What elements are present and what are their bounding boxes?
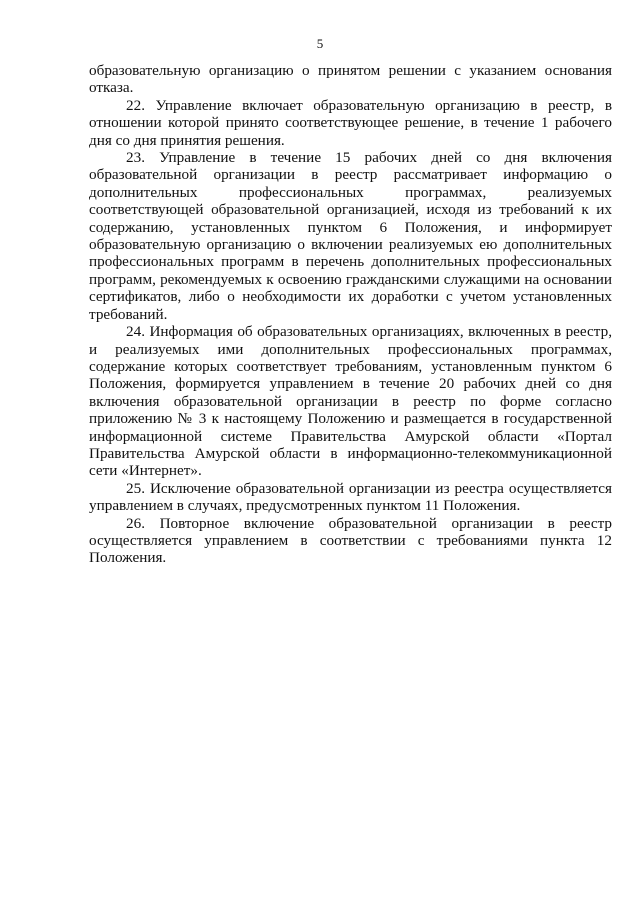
- paragraph-24: 24. Информация об образовательных организациях, включенных в реестр, и реализуемых ими дополнительных профессиональных программах, содержание которых соответствует требованиям, установленным пунктом 6 Положения, формируется управлением в течение 20 рабочих дней со дня включения образовательной организации в реестр по форме согласно приложению № 3 к настоящему Положению и размещается в государственной информационной системе Правительства Амурской области «Портал Правительства Амурской области в информационно-телекоммуникационной сети «Интернет».: [89, 323, 612, 480]
- paragraph-continuation: образовательную организацию о принятом решении с указанием основания отказа.: [89, 62, 612, 97]
- document-body: [89, 62, 612, 567]
- paragraph-26: 26. Повторное включение образовательной организации в реестр осуществляется управлением в соответствии с требованиями пункта 12 Положения.: [89, 514, 612, 567]
- paragraph-23: 23. Управление в течение 15 рабочих дней со дня включения образовательной организации в реестр рассматривает информацию о дополнительных профессиональных программах, реализуемых соответствующей образовательной организацией, исходя из требований к их содержанию, установленных пунктом 6 Положения, и информирует образовательную организацию о включении реализуемых ею дополнительных профессиональных программ в перечень дополнительных профессиональных программ, рекомендуемых к освоению гражданскими служащими на основании сертификатов, либо о необходимости их доработки с учетом установленных требований.: [89, 149, 612, 323]
- page-number: 5: [316, 36, 324, 51]
- paragraph-22: 22. Управление включает образовательную организацию в реестр, в отношении которой принято соответствующее решение, в течение 1 рабочего дня со дня принятия решения.: [89, 96, 612, 149]
- paragraph-25: 25. Исключение образовательной организации из реестра осуществляется управлением в случаях, предусмотренных пунктом 11 Положения.: [89, 479, 612, 515]
